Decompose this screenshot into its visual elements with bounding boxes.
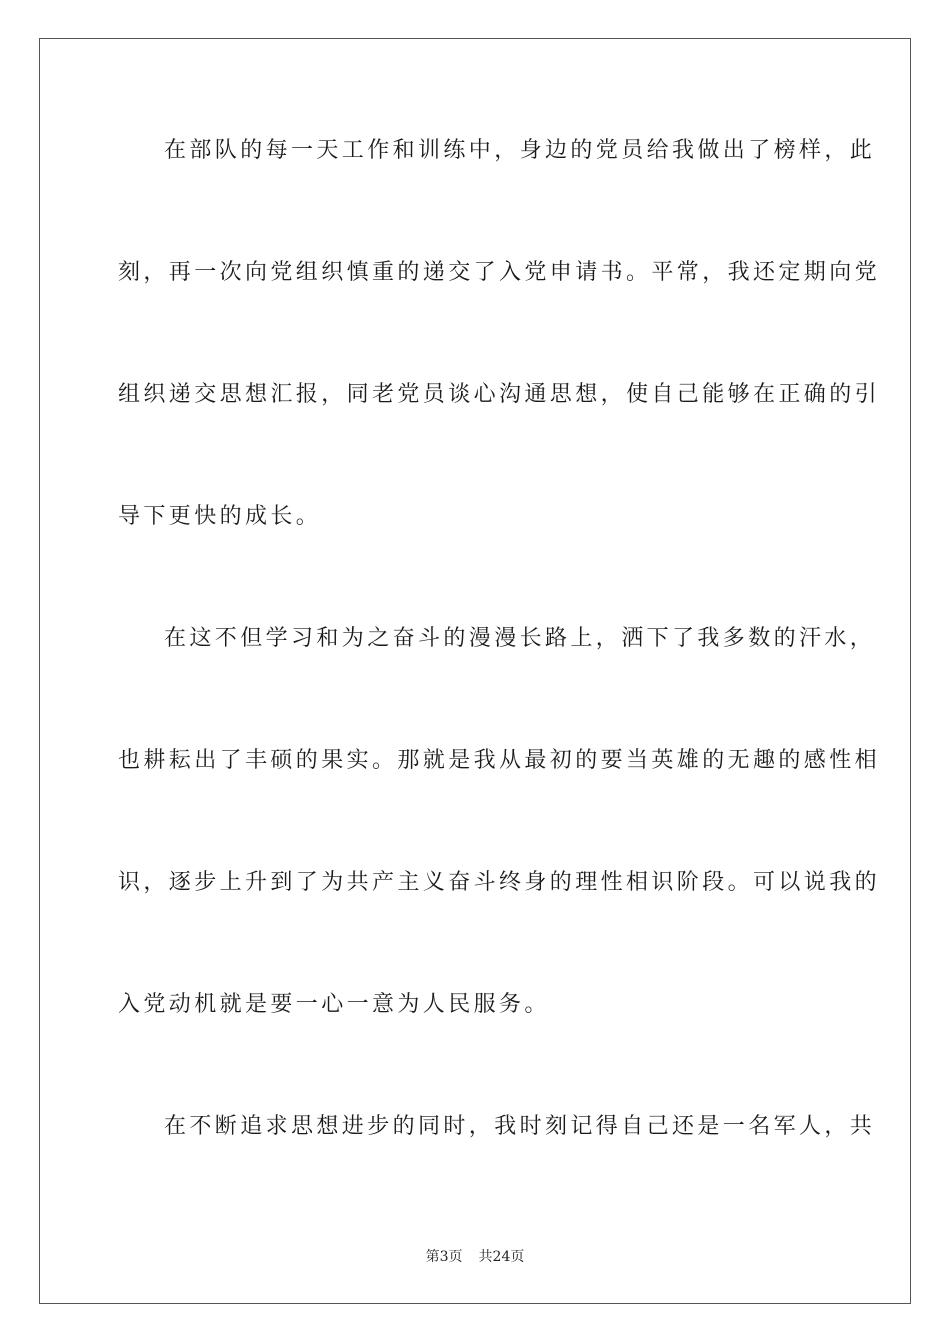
- paragraph-2-line-3: 识，逐步上升到了为共产主义奋斗终身的理性相识阶段。可以说我的: [118, 870, 881, 895]
- paragraph-2-line-1: 在这不但学习和为之奋斗的漫漫长路上，洒下了我多数的汗水，: [164, 626, 876, 651]
- paragraph-3-line-1: 在不断追求思想进步的同时，我时刻记得自己还是一名军人，共: [164, 1114, 876, 1139]
- paragraph-1-line-3: 组织递交思想汇报，同老党员谈心沟通思想，使自己能够在正确的引: [118, 382, 881, 407]
- paragraph-1-line-2: 刻，再一次向党组织慎重的递交了入党申请书。平常，我还定期向党: [118, 260, 881, 285]
- page-number: 第3页: [425, 1249, 463, 1265]
- paragraph-1-line-1: 在部队的每一天工作和训练中，身边的党员给我做出了榜样，此: [164, 138, 876, 163]
- page-footer: [0, 1247, 950, 1267]
- paragraph-2-line-2: 也耕耘出了丰硕的果实。那就是我从最初的要当英雄的无趣的感性相: [118, 748, 881, 773]
- paragraph-2-line-4: 入党动机就是要一心一意为人民服务。: [118, 992, 550, 1017]
- paragraph-1-line-4: 导下更快的成长。: [118, 504, 322, 529]
- page-total: 共24页: [478, 1249, 525, 1265]
